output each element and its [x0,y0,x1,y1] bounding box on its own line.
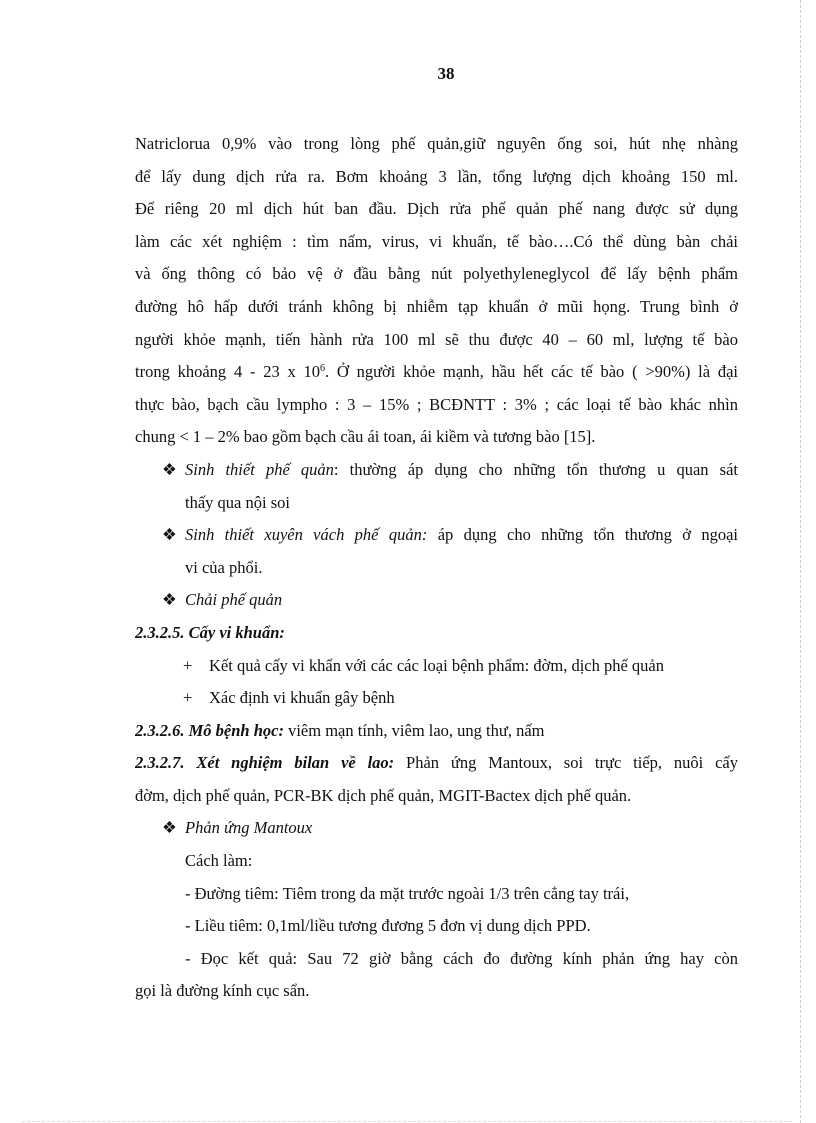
diamond-bullet-icon: ❖ [162,590,177,610]
paragraph-line: đường hô hấp dưới tránh không bị nhiễm tạp khuẩn ở mũi họng. Trung bình ở [135,296,738,316]
plus-icon: + [183,655,193,675]
plus-item [135,682,738,715]
page-edge-bottom [22,1121,792,1122]
text-run: . Ở người khỏe mạnh, hầu hết các tế bào ( >90%) là đại [325,362,738,382]
bullet-text [185,519,738,552]
bullet-desc: áp dụng cho những tổn thương ở ngoại [427,525,738,545]
heading-title: 2.3.2.6. Mô bệnh học: [135,720,284,740]
plus-text: Kết quả cấy vi khẩn với các các loại bệnh phẩm: đờm, dịch phế quản [209,655,664,675]
paragraph-line: Để riêng 20 ml dịch hút ban đầu. Dịch rửa phế quản phế nang được sử dụng [135,199,738,219]
heading-text: Phản ứng Mantoux, soi trực tiếp, nuôi cấy [394,753,738,773]
bullet-item [135,584,738,617]
document-body [135,128,738,1008]
bullet-label: Sinh thiết phế quản [185,459,334,479]
paragraph-line: chung < 1 – 2% bao gồm bạch cầu ái toan, ái kiềm và tương bào [15]. [135,427,596,447]
bullet-continuation: vi của phổi. [185,557,263,577]
text-run: trong khoảng 4 - 23 x 10 [135,362,321,382]
bullet-label: Sinh thiết xuyên vách phế quản: [185,525,428,545]
bullet-item [135,812,738,845]
bullet-text [185,812,738,845]
plus-text: Xác định vi khuẩn gây bệnh [209,688,395,708]
paragraph-line: thực bào, bạch cầu lympho : 3 – 15% ; BCĐNTT : 3% ; các loại tế bào khác nhìn [135,394,738,414]
section-heading [135,617,738,650]
paragraph-line: Natriclorua 0,9% vào trong lòng phế quản,giữ nguyên ống soi, hút nhẹ nhàng [135,134,738,153]
step-continuation: gọi là đường kính cục sẩn. [135,981,310,1001]
bullet-desc: : thường áp dụng cho những tổn thương u quan sát [333,459,738,479]
paragraph-line [135,356,738,389]
superscript: 6 [320,363,326,375]
method-title: Cách làm: [185,851,253,871]
section-heading [135,715,738,748]
paragraph-line: làm các xét nghiệm : tìm nấm, virus, vi khuẩn, tế bào….Có thể dùng bàn chải [135,231,738,251]
step-line: - Đọc kết quả: Sau 72 giờ bằng cách đo đường kính phản ứng hay còn [185,948,738,968]
bullet-text [185,584,738,617]
page-edge-right [800,0,801,1123]
paragraph-line: đờm, dịch phế quản, PCR-BK dịch phế quản, MGIT-Bactex dịch phế quản. [135,785,632,805]
bullet-label: Phản ứng Mantoux [185,818,313,838]
heading-title: 2.3.2.7. Xét nghiệm bilan về lao: [135,753,395,773]
page-number: 38 [437,64,455,83]
diamond-bullet-icon: ❖ [162,818,177,838]
step-line: - Liều tiêm: 0,1ml/liều tương đương 5 đơn vị dung dịch PPD. [185,916,591,936]
bullet-item [135,454,738,487]
plus-item [135,650,738,683]
paragraph-line: để lấy dung dịch rửa ra. Bơm khoảng 3 lần, tổng lượng dịch khoảng 150 ml. [135,166,738,186]
section-heading [135,747,738,780]
step-line: - Đường tiêm: Tiêm trong da mặt trước ngoài 1/3 trên cẳng tay trái, [185,883,630,903]
bullet-text [185,454,738,487]
paragraph-line: và ống thông có bảo vệ ở đầu bằng nút polyethyleneglycol để lấy bệnh phẩm [135,264,738,284]
plus-icon: + [183,688,193,708]
diamond-bullet-icon: ❖ [162,525,177,545]
diamond-bullet-icon: ❖ [162,459,177,479]
bullet-item [135,519,738,552]
bullet-label: Chải phế quản [185,590,283,610]
heading-title: 2.3.2.5. Cấy vi khuẩn: [135,622,285,642]
heading-text: viêm mạn tính, viêm lao, ung thư, nấm [283,720,545,740]
bullet-continuation: thấy qua nội soi [185,492,290,512]
paragraph-line: người khỏe mạnh, tiến hành rửa 100 ml sẽ thu được 40 – 60 ml, lượng tế bào [135,329,738,349]
